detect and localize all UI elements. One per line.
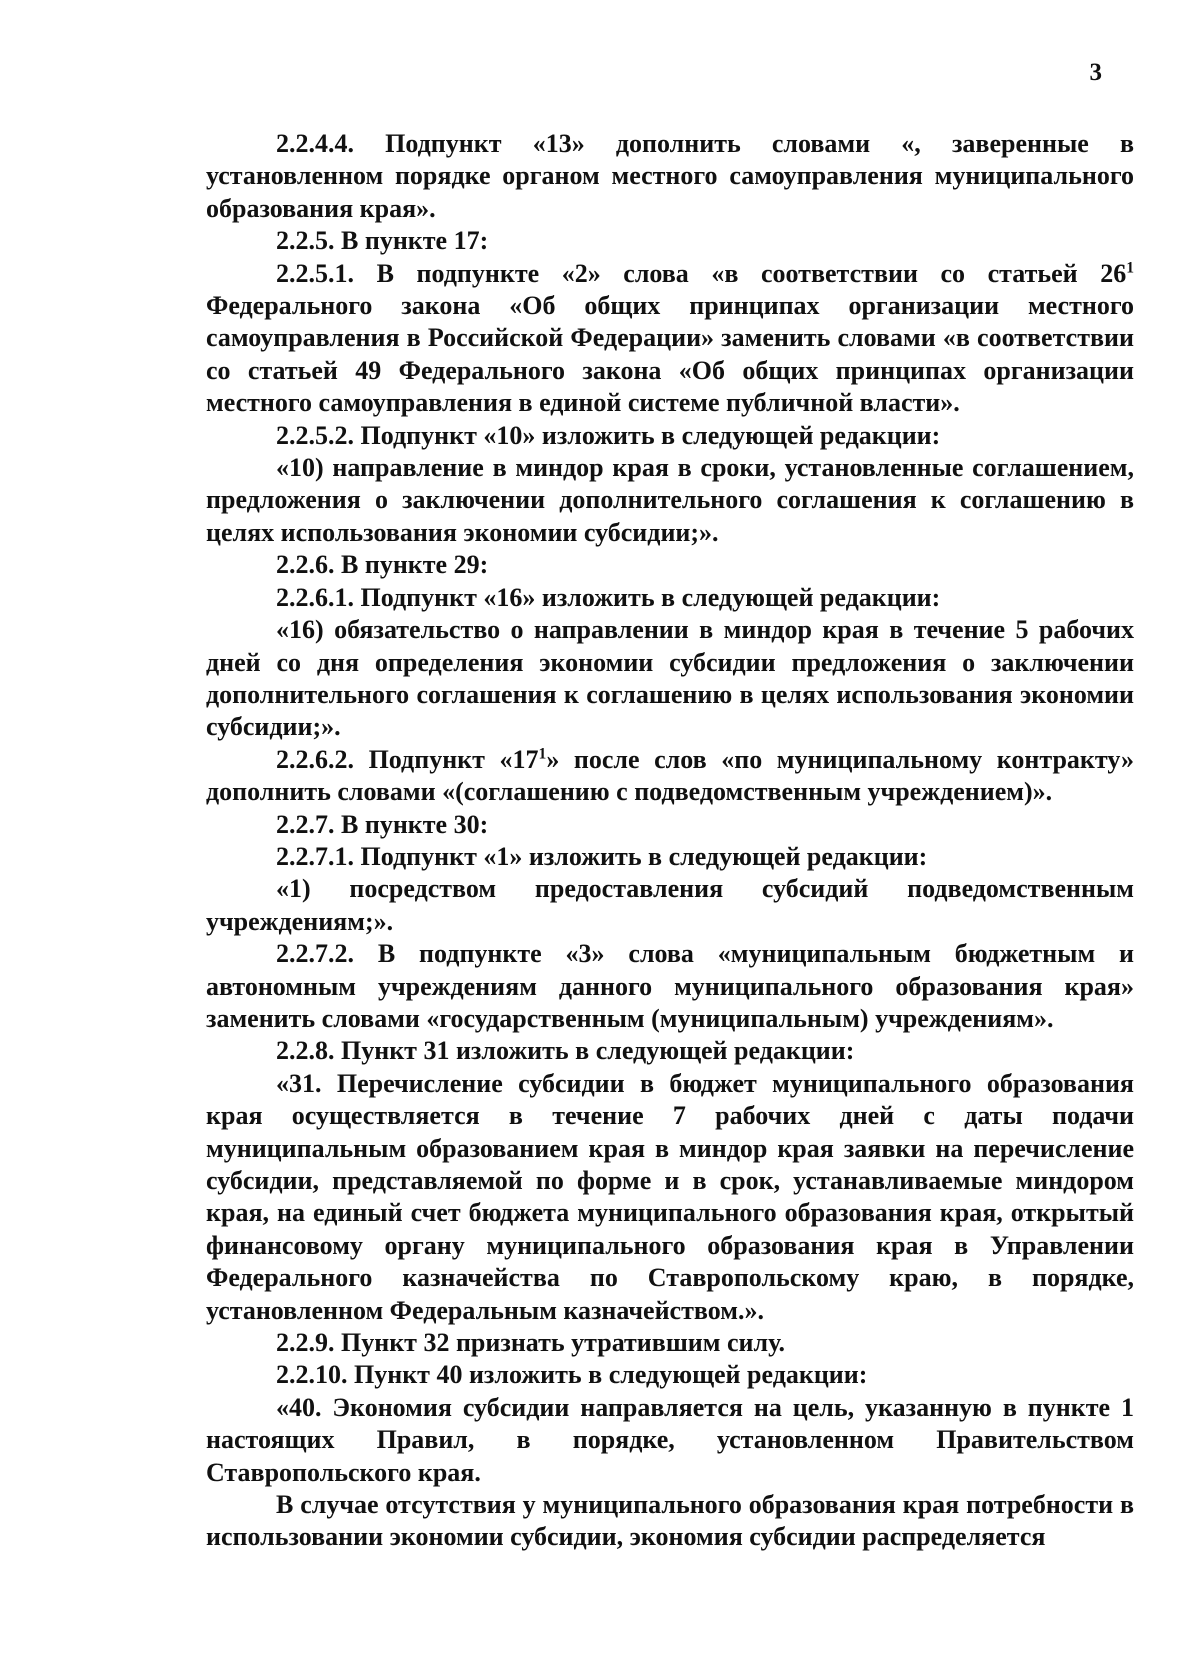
paragraph-2-2-7-2: 2.2.7.2. В подпункте «3» слова «муниципальным бюджетным и автономным учреждениям данного муниципального образования края» заменить словами «государственным (муниципальным) учреждениям».	[206, 939, 1134, 1033]
paragraph-text-end: Федерального закона «Об общих принципах организации местного самоуправления в Российской Федерации» заменить словами «в соответствии со статьей 49 Федерального закона «Об общих принципах организации местного самоуправления в единой системе публичной власти».	[206, 291, 1134, 418]
superscript: 1	[1126, 259, 1134, 277]
paragraph-2-2-9: 2.2.9. Пункт 32 признать утратившим силу.	[276, 1328, 785, 1358]
paragraph-2-2-4-4: 2.2.4.4. Подпункт «13» дополнить словами «, заверенные в установленном порядке органом местного самоуправления муниципального образования края».	[206, 129, 1134, 223]
paragraph-2-2-6-2	[206, 744, 1134, 809]
paragraph-text-start: 2.2.6.2. Подпункт «17	[276, 744, 539, 774]
quoted-subitem-16: «16) обязательство о направлении в миндор края в течение 5 рабочих дней со дня определения экономии субсидии предложения о заключении дополнительного соглашения к соглашению в целях использования экономии субсидии;».	[206, 615, 1134, 742]
paragraph-2-2-5-2: 2.2.5.2. Подпункт «10» изложить в следующей редакции:	[276, 420, 941, 450]
paragraph-2-2-7-1: 2.2.7.1. Подпункт «1» изложить в следующей редакции:	[276, 841, 928, 871]
paragraph-2-2-8: 2.2.8. Пункт 31 изложить в следующей редакции:	[276, 1036, 855, 1066]
paragraph-2-2-6-1: 2.2.6.1. Подпункт «16» изложить в следующей редакции:	[276, 582, 941, 612]
quoted-item-40: «40. Экономия субсидии направляется на цель, указанную в пункте 1 настоящих Правил, в порядке, установленном Правительством Ставропольского края.	[206, 1392, 1134, 1487]
paragraph-2-2-7: 2.2.7. В пункте 30:	[276, 809, 489, 839]
paragraph-2-2-10: 2.2.10. Пункт 40 изложить в следующей редакции:	[276, 1360, 868, 1390]
paragraph-2-2-5: 2.2.5. В пункте 17:	[276, 226, 489, 256]
paragraph-text-start: 2.2.5.1. В подпункте «2» слова «в соответствии со статьей 26	[276, 258, 1127, 288]
paragraph-2-2-5-1	[206, 258, 1134, 420]
paragraph-savings-distribution: В случае отсутствия у муниципального образования края потребности в использовании экономии субсидии, экономия субсидии распределяется	[206, 1490, 1134, 1552]
superscript: 1	[538, 745, 547, 763]
quoted-subitem-10: «10) направление в миндор края в сроки, установленные соглашением, предложения о заключении дополнительного соглашения к соглашению в целях использования экономии субсидии;».	[206, 453, 1134, 547]
document-body	[206, 128, 1134, 1554]
page-number: 3	[1089, 59, 1102, 86]
paragraph-text-end: » после слов «по муниципальному контракту» дополнить словами «(соглашению с подведомственным учреждением)».	[206, 744, 1134, 807]
quoted-item-31: «31. Перечисление субсидии в бюджет муниципального образования края осуществляется в течение 7 рабочих дней с даты подачи муниципальным образованием края в миндор края заявки на перечисление субсидии, представляемой по форме и в срок, устанавливаемые миндором края, на единый счет бюджета муниципального образования края, открытый финансовому органу муниципального образования края в Управлении Федерального казначейства по Ставропольскому краю, в порядке, установленном Федеральным казначейством.».	[206, 1068, 1134, 1325]
quoted-subitem-1: «1) посредством предоставления субсидий подведомственным учреждениям;».	[206, 874, 1134, 936]
paragraph-2-2-6: 2.2.6. В пункте 29:	[276, 550, 489, 580]
